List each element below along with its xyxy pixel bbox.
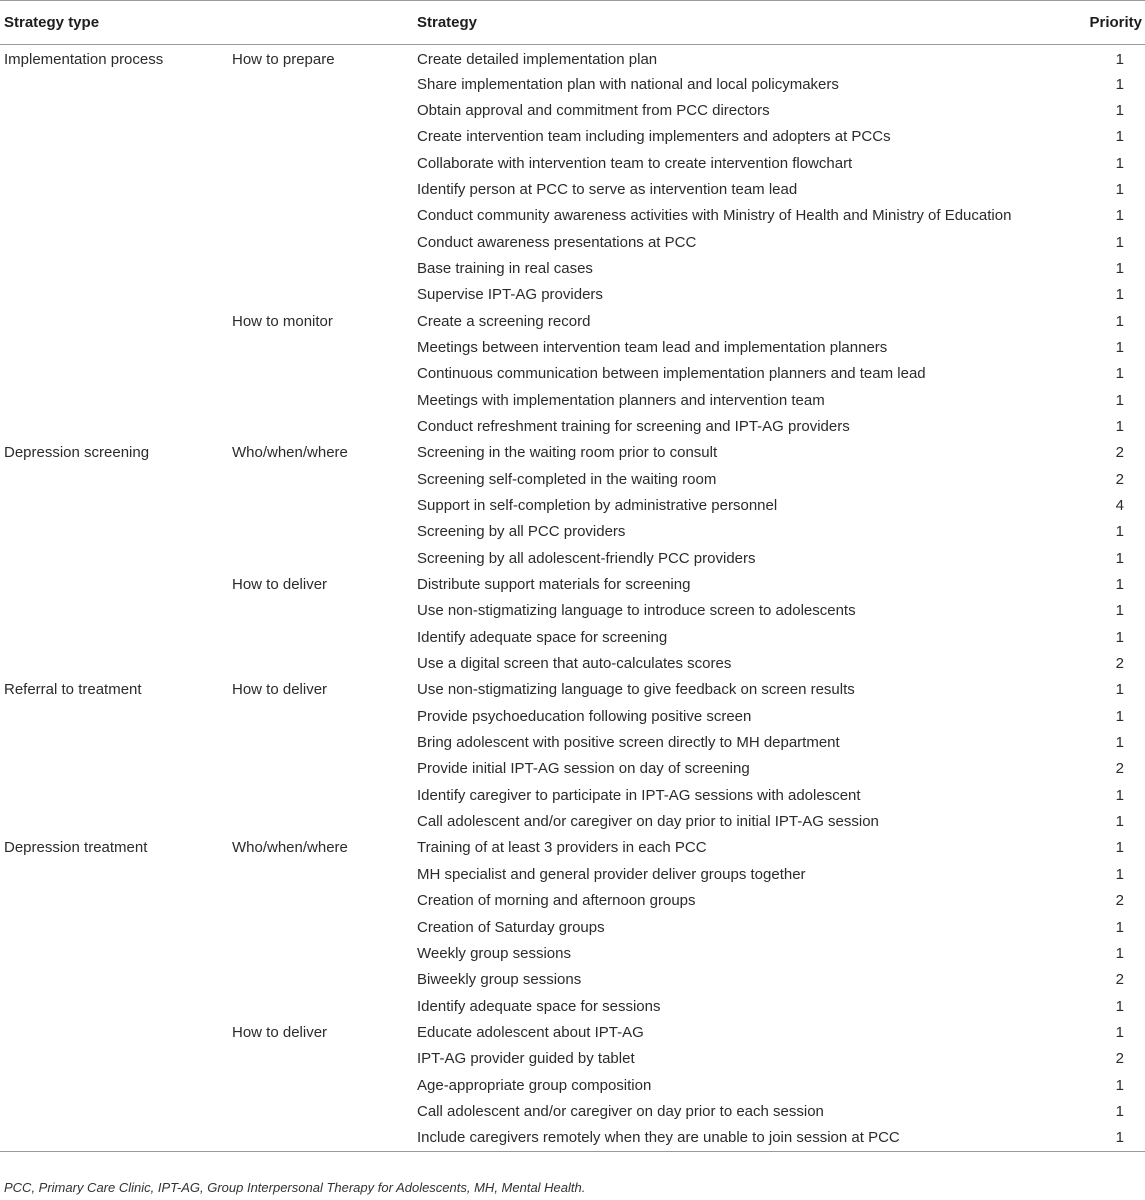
- cell-priority: 1: [1115, 734, 1124, 752]
- cell-sub-type: [228, 756, 413, 782]
- table-row: [0, 150, 1145, 176]
- cell-strategy: Screening in the waiting room prior to consult: [417, 444, 718, 462]
- cell-strategy: Share implementation plan with national and local policymakers: [417, 75, 839, 93]
- table-row: [0, 124, 1145, 150]
- cell-strategy: Use non-stigmatizing language to give feedback on screen results: [417, 681, 855, 699]
- table-row: [0, 756, 1145, 782]
- cell-sub-type: Who/when/where: [232, 839, 348, 857]
- table-row: [0, 1046, 1145, 1072]
- cell-strategy: Conduct refreshment training for screening and IPT-AG providers: [417, 417, 850, 435]
- cell-strategy: Provide psychoeducation following positive screen: [417, 707, 752, 725]
- cell-priority: 1: [1115, 602, 1124, 620]
- cell-strategy-type: [0, 71, 228, 97]
- table-row: [0, 650, 1145, 676]
- table-row: [0, 492, 1145, 518]
- cell-strategy: Meetings with implementation planners and intervention team: [417, 391, 825, 409]
- cell-sub-type: How to prepare: [232, 50, 335, 68]
- table-row: [0, 835, 1145, 861]
- cell-strategy-type: Implementation process: [4, 50, 164, 68]
- table-row: [0, 1019, 1145, 1045]
- cell-priority: 2: [1115, 971, 1124, 989]
- cell-priority: 2: [1115, 470, 1124, 488]
- cell-strategy: Training of at least 3 providers in each PCC: [417, 839, 707, 857]
- cell-strategy: Identify adequate space for screening: [417, 628, 668, 646]
- table-row: [0, 993, 1145, 1019]
- cell-strategy-type: [0, 782, 228, 808]
- cell-priority: 1: [1115, 1102, 1124, 1120]
- cell-strategy: Supervise IPT-AG providers: [417, 286, 603, 304]
- table-header-row: [0, 1, 1145, 45]
- table-row: [0, 861, 1145, 887]
- cell-strategy-type: [0, 255, 228, 281]
- table-row: [0, 703, 1145, 729]
- cell-priority: 1: [1115, 417, 1124, 435]
- cell-sub-type: How to deliver: [232, 681, 328, 699]
- cell-sub-type: [228, 124, 413, 150]
- cell-sub-type: [228, 782, 413, 808]
- cell-sub-type: [228, 861, 413, 887]
- cell-priority: 1: [1115, 233, 1124, 251]
- cell-sub-type: [228, 334, 413, 360]
- cell-sub-type: [228, 71, 413, 97]
- cell-strategy-type: [0, 176, 228, 202]
- cell-sub-type: [228, 1125, 413, 1151]
- cell-strategy-type: [0, 124, 228, 150]
- cell-strategy: Screening self-completed in the waiting room: [417, 470, 717, 488]
- cell-strategy-type: [0, 967, 228, 993]
- table-row: [0, 466, 1145, 492]
- cell-sub-type: [228, 967, 413, 993]
- cell-strategy-type: [0, 150, 228, 176]
- cell-sub-type: [228, 808, 413, 834]
- cell-sub-type: [228, 466, 413, 492]
- cell-priority: 1: [1115, 75, 1124, 93]
- cell-strategy: Identify adequate space for sessions: [417, 997, 661, 1015]
- cell-sub-type: [228, 492, 413, 518]
- cell-sub-type: How to deliver: [232, 576, 328, 594]
- cell-priority: 1: [1115, 312, 1124, 330]
- table-row: [0, 1098, 1145, 1124]
- cell-strategy: Bring adolescent with positive screen directly to MH department: [417, 734, 840, 752]
- table-row: [0, 1072, 1145, 1098]
- cell-strategy-type: [0, 861, 228, 887]
- cell-sub-type: [228, 1072, 413, 1098]
- cell-priority: 2: [1115, 892, 1124, 910]
- cell-strategy: Conduct awareness presentations at PCC: [417, 233, 697, 251]
- table-row: [0, 361, 1145, 387]
- table-row: [0, 387, 1145, 413]
- table-row: [0, 888, 1145, 914]
- cell-strategy: Screening by all adolescent-friendly PCC providers: [417, 549, 756, 567]
- cell-strategy-type: [0, 940, 228, 966]
- cell-priority: 1: [1115, 207, 1124, 225]
- cell-strategy: Creation of Saturday groups: [417, 918, 605, 936]
- cell-sub-type: [228, 282, 413, 308]
- table-row: [0, 940, 1145, 966]
- cell-strategy: Collaborate with intervention team to create intervention flowchart: [417, 154, 853, 172]
- table-row: [0, 545, 1145, 571]
- cell-priority: 1: [1115, 101, 1124, 119]
- cell-strategy-type: [0, 1072, 228, 1098]
- table-row: [0, 203, 1145, 229]
- cell-sub-type: How to monitor: [232, 312, 333, 330]
- cell-sub-type: [228, 387, 413, 413]
- cell-priority: 1: [1115, 259, 1124, 277]
- table-row: [0, 334, 1145, 360]
- cell-priority: 1: [1115, 681, 1124, 699]
- cell-sub-type: [228, 1046, 413, 1072]
- table-body: [0, 45, 1145, 1151]
- cell-strategy-type: [0, 282, 228, 308]
- cell-strategy: Use a digital screen that auto-calculates scores: [417, 655, 732, 673]
- cell-strategy: Creation of morning and afternoon groups: [417, 892, 696, 910]
- table-row: [0, 729, 1145, 755]
- cell-strategy: Obtain approval and commitment from PCC directors: [417, 101, 770, 119]
- cell-strategy: Include caregivers remotely when they are unable to join session at PCC: [417, 1129, 900, 1147]
- table-bottom-rule: [0, 1151, 1145, 1152]
- cell-strategy: Biweekly group sessions: [417, 971, 582, 989]
- cell-strategy: Age-appropriate group composition: [417, 1076, 652, 1094]
- cell-strategy: Call adolescent and/or caregiver on day prior to initial IPT-AG session: [417, 813, 879, 831]
- cell-strategy: Identify caregiver to participate in IPT-AG sessions with adolescent: [417, 786, 861, 804]
- table-row: [0, 255, 1145, 281]
- cell-sub-type: [228, 519, 413, 545]
- cell-sub-type: [228, 413, 413, 439]
- cell-strategy: Distribute support materials for screening: [417, 576, 691, 594]
- table-row: [0, 808, 1145, 834]
- cell-strategy: Educate adolescent about IPT-AG: [417, 1023, 644, 1041]
- cell-strategy-type: [0, 571, 228, 597]
- cell-strategy: Create intervention team including implementers and adopters at PCCs: [417, 128, 891, 146]
- cell-sub-type: [228, 729, 413, 755]
- cell-strategy-type: [0, 808, 228, 834]
- table-row: [0, 413, 1145, 439]
- cell-strategy: Identify person at PCC to serve as intervention team lead: [417, 180, 798, 198]
- cell-priority: 2: [1115, 444, 1124, 462]
- cell-sub-type: [228, 203, 413, 229]
- cell-priority: 2: [1115, 760, 1124, 778]
- cell-priority: 4: [1115, 497, 1124, 515]
- cell-priority: 1: [1115, 549, 1124, 567]
- table-row: [0, 967, 1145, 993]
- cell-strategy-type: [0, 1125, 228, 1151]
- cell-priority: 1: [1115, 576, 1124, 594]
- cell-strategy: Call adolescent and/or caregiver on day prior to each session: [417, 1102, 824, 1120]
- cell-sub-type: [228, 255, 413, 281]
- cell-sub-type: [228, 703, 413, 729]
- cell-strategy: Screening by all PCC providers: [417, 523, 626, 541]
- cell-strategy-type: [0, 229, 228, 255]
- cell-priority: 1: [1115, 944, 1124, 962]
- cell-priority: 1: [1115, 523, 1124, 541]
- cell-sub-type: [228, 914, 413, 940]
- cell-strategy: Provide initial IPT-AG session on day of screening: [417, 760, 750, 778]
- cell-strategy-type: [0, 308, 228, 334]
- cell-strategy-type: [0, 729, 228, 755]
- cell-priority: 1: [1115, 918, 1124, 936]
- cell-strategy-type: [0, 203, 228, 229]
- table-row: [0, 45, 1145, 71]
- cell-strategy: Create detailed implementation plan: [417, 50, 658, 68]
- cell-priority: 1: [1115, 286, 1124, 304]
- cell-strategy-type: [0, 97, 228, 123]
- cell-priority: 1: [1115, 391, 1124, 409]
- cell-priority: 1: [1115, 628, 1124, 646]
- cell-sub-type: [228, 97, 413, 123]
- table-row: [0, 782, 1145, 808]
- cell-priority: 1: [1115, 813, 1124, 831]
- table-footnote: PCC, Primary Care Clinic, IPT-AG, Group Interpersonal Therapy for Adolescents, MH, Mental Health.: [4, 1180, 586, 1195]
- cell-strategy-type: [0, 598, 228, 624]
- cell-priority: 1: [1115, 1023, 1124, 1041]
- cell-strategy-type: [0, 519, 228, 545]
- cell-strategy: Weekly group sessions: [417, 944, 571, 962]
- table-row: [0, 598, 1145, 624]
- cell-priority: 1: [1115, 997, 1124, 1015]
- cell-strategy-type: [0, 545, 228, 571]
- cell-strategy: IPT-AG provider guided by tablet: [417, 1050, 635, 1068]
- cell-strategy: Continuous communication between implementation planners and team lead: [417, 365, 926, 383]
- cell-strategy-type: [0, 1098, 228, 1124]
- cell-strategy-type: [0, 387, 228, 413]
- cell-priority: 1: [1115, 180, 1124, 198]
- cell-strategy-type: [0, 703, 228, 729]
- cell-strategy-type: Depression screening: [4, 444, 150, 462]
- cell-sub-type: Who/when/where: [232, 444, 348, 462]
- table-row: [0, 308, 1145, 334]
- cell-sub-type: How to deliver: [232, 1023, 328, 1041]
- cell-priority: 1: [1115, 865, 1124, 883]
- cell-priority: 1: [1115, 839, 1124, 857]
- cell-sub-type: [228, 150, 413, 176]
- cell-sub-type: [228, 888, 413, 914]
- table-row: [0, 677, 1145, 703]
- cell-strategy-type: [0, 413, 228, 439]
- cell-sub-type: [228, 229, 413, 255]
- table-row: [0, 282, 1145, 308]
- header-priority: Priority: [1045, 1, 1145, 45]
- cell-sub-type: [228, 361, 413, 387]
- cell-strategy-type: [0, 466, 228, 492]
- cell-strategy-type: [0, 624, 228, 650]
- cell-strategy: Create a screening record: [417, 312, 591, 330]
- cell-sub-type: [228, 624, 413, 650]
- cell-strategy-type: [0, 888, 228, 914]
- cell-sub-type: [228, 176, 413, 202]
- table-row: [0, 1125, 1145, 1151]
- cell-strategy-type: [0, 334, 228, 360]
- cell-priority: 1: [1115, 128, 1124, 146]
- cell-strategy: Support in self-completion by administrative personnel: [417, 497, 778, 515]
- cell-sub-type: [228, 598, 413, 624]
- cell-strategy-type: [0, 756, 228, 782]
- cell-strategy-type: [0, 650, 228, 676]
- cell-priority: 1: [1115, 338, 1124, 356]
- table-row: [0, 571, 1145, 597]
- cell-strategy: Base training in real cases: [417, 259, 593, 277]
- cell-priority: 1: [1115, 707, 1124, 725]
- cell-strategy-type: [0, 361, 228, 387]
- cell-sub-type: [228, 650, 413, 676]
- cell-priority: 1: [1115, 365, 1124, 383]
- cell-priority: 1: [1115, 50, 1124, 68]
- table-row: [0, 519, 1145, 545]
- cell-priority: 1: [1115, 1129, 1124, 1147]
- cell-strategy: Conduct community awareness activities with Ministry of Health and Ministry of Education: [417, 207, 1012, 225]
- cell-strategy-type: [0, 1019, 228, 1045]
- cell-strategy-type: Depression treatment: [4, 839, 148, 857]
- cell-strategy-type: Referral to treatment: [4, 681, 142, 699]
- cell-sub-type: [228, 993, 413, 1019]
- table-row: [0, 176, 1145, 202]
- cell-strategy-type: [0, 914, 228, 940]
- cell-priority: 2: [1115, 1050, 1124, 1068]
- cell-priority: 1: [1115, 786, 1124, 804]
- header-sub-type: [228, 1, 413, 45]
- table-row: [0, 624, 1145, 650]
- cell-priority: 1: [1115, 154, 1124, 172]
- cell-strategy-type: [0, 492, 228, 518]
- cell-strategy: MH specialist and general provider deliver groups together: [417, 865, 806, 883]
- table-row: [0, 229, 1145, 255]
- cell-strategy-type: [0, 1046, 228, 1072]
- cell-sub-type: [228, 1098, 413, 1124]
- header-strategy: Strategy: [413, 1, 1045, 45]
- table-row: [0, 440, 1145, 466]
- cell-strategy: Meetings between intervention team lead and implementation planners: [417, 338, 888, 356]
- table-row: [0, 914, 1145, 940]
- cell-priority: 1: [1115, 1076, 1124, 1094]
- cell-sub-type: [228, 940, 413, 966]
- table-row: [0, 97, 1145, 123]
- cell-strategy: Use non-stigmatizing language to introduce screen to adolescents: [417, 602, 856, 620]
- cell-strategy-type: [0, 993, 228, 1019]
- table-row: [0, 71, 1145, 97]
- header-strategy-type: Strategy type: [0, 1, 228, 45]
- cell-priority: 2: [1115, 655, 1124, 673]
- cell-sub-type: [228, 545, 413, 571]
